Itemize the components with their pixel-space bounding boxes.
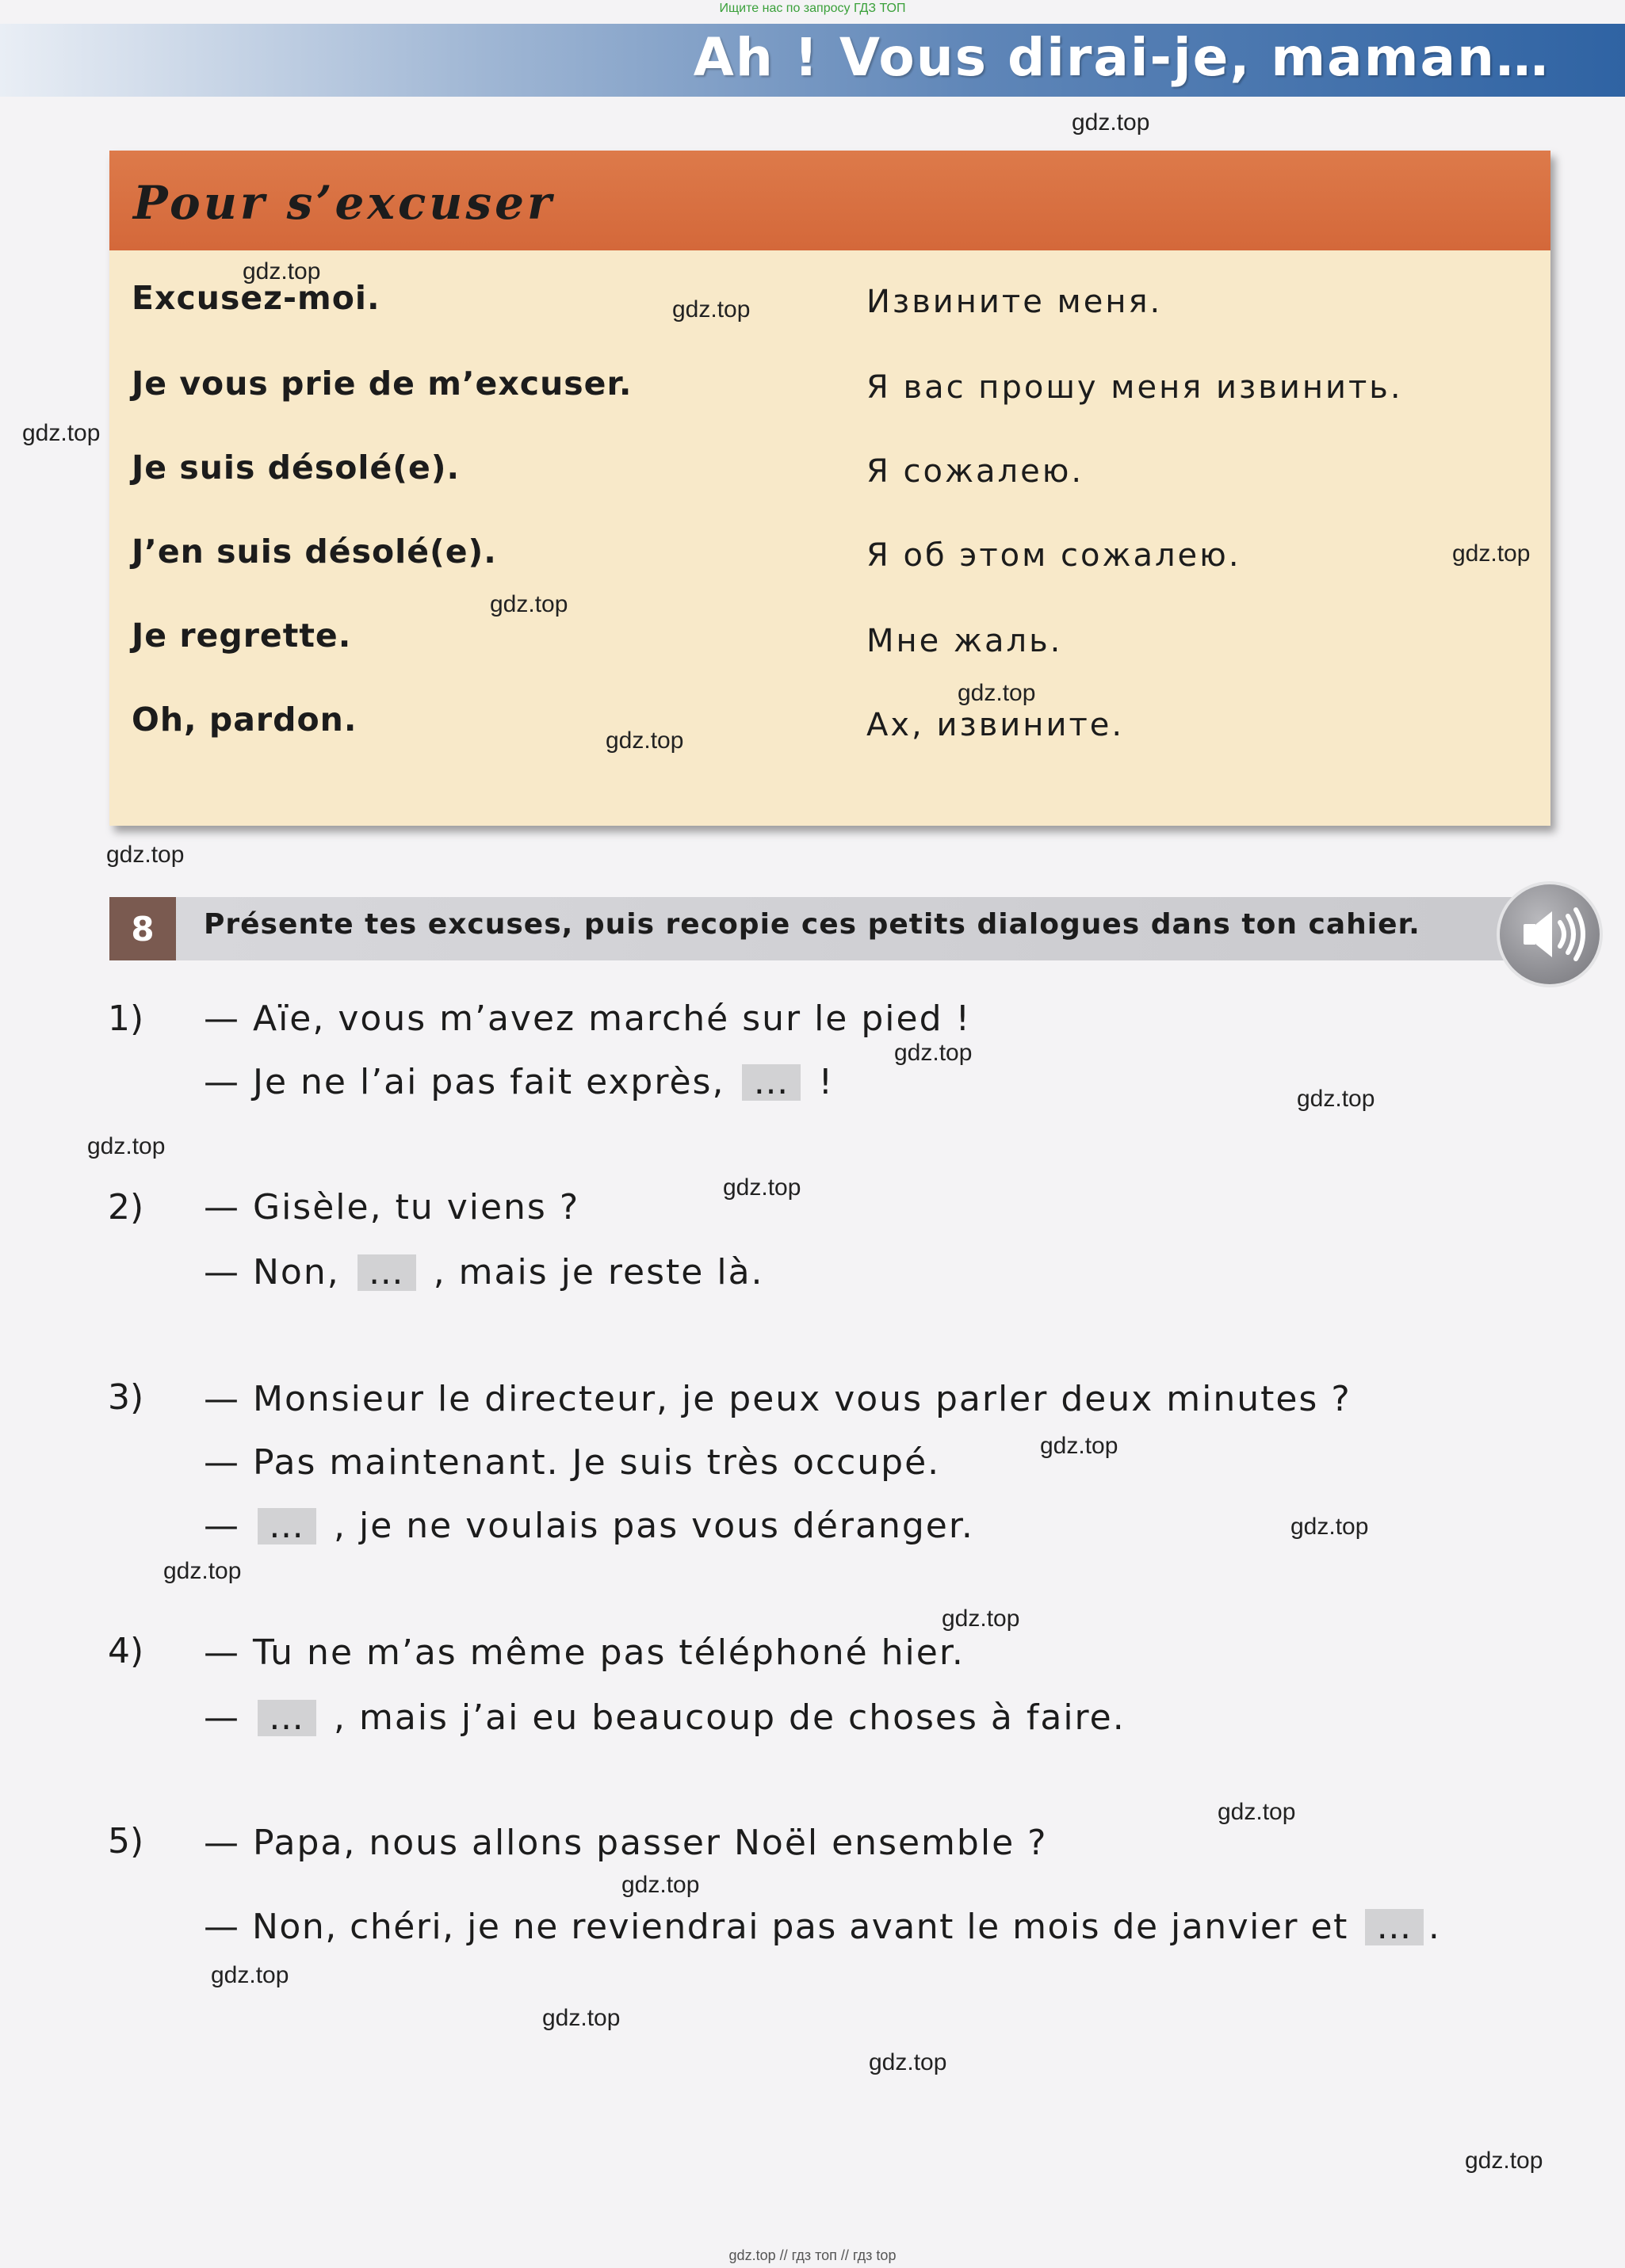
dialogue-line xyxy=(204,1823,1047,1863)
line-text: , je ne voulais pas vous déranger. xyxy=(334,1506,974,1546)
line-text: , mais je reste là. xyxy=(433,1252,764,1292)
line-text: — Je ne l’ai pas fait exprès, xyxy=(204,1062,725,1102)
phrase-fr: Je vous prie de m’excuser. xyxy=(132,365,633,403)
watermark: gdz.top xyxy=(942,1606,1020,1632)
line-text: — xyxy=(204,1506,240,1546)
dialogue-line xyxy=(204,1506,974,1546)
watermark: gdz.top xyxy=(606,727,684,754)
phrase-box-title: Pour s’excuser xyxy=(133,176,555,230)
line-text: — Monsieur le directeur, je peux vous parler deux minutes ? xyxy=(204,1379,1352,1419)
page-title: Ah ! Vous dirai-je, maman… xyxy=(693,27,1550,88)
watermark: gdz.top xyxy=(22,420,101,446)
phrase-box xyxy=(109,151,1550,826)
dialogue-number: 4) xyxy=(108,1631,144,1671)
exercise-instruction: Présente tes excuses, puis recopie ces petits dialogues dans ton cahier. xyxy=(204,908,1420,941)
line-text: — Papa, nous allons passer Noël ensemble ? xyxy=(204,1823,1048,1863)
line-text: — Aïe, vous m’avez marché sur le pied ! xyxy=(204,998,972,1039)
watermark: gdz.top xyxy=(1452,540,1531,567)
watermark: gdz.top xyxy=(621,1872,700,1898)
dialogue-line xyxy=(204,1442,940,1483)
dialogue-number: 3) xyxy=(108,1377,144,1418)
line-text: — Pas maintenant. Je suis très occupé. xyxy=(204,1442,941,1483)
dialogue-line xyxy=(204,1379,1352,1419)
audio-speaker-button[interactable] xyxy=(1500,884,1600,984)
watermark: gdz.top xyxy=(1297,1086,1375,1112)
dialogue-line xyxy=(204,1187,579,1228)
bottom-note: gdz.top // гдз топ // гдз top xyxy=(728,2247,897,2263)
line-text: ! xyxy=(818,1062,835,1102)
phrase-fr: Oh, pardon. xyxy=(132,701,358,739)
watermark: gdz.top xyxy=(894,1040,973,1066)
top-note: Ищите нас по запросу ГДЗ ТОП xyxy=(719,2,906,15)
line-text: — Tu ne m’as même pas téléphoné hier. xyxy=(204,1632,965,1673)
dialogue-line xyxy=(204,1062,834,1102)
speaker-icon xyxy=(1500,884,1600,984)
watermark: gdz.top xyxy=(1072,109,1150,136)
dialogue-number: 5) xyxy=(108,1821,144,1861)
phrase-ru: Извините меня. xyxy=(866,284,1163,320)
phrase-ru: Я сожалею. xyxy=(866,453,1084,490)
dialogue-line xyxy=(204,1697,1126,1738)
watermark: gdz.top xyxy=(163,1558,242,1584)
blank-placeholder: … xyxy=(1365,1909,1424,1945)
phrase-fr: Je suis désolé(e). xyxy=(132,449,461,487)
watermark: gdz.top xyxy=(1040,1433,1118,1459)
dialogue-number: 2) xyxy=(108,1187,144,1228)
watermark: gdz.top xyxy=(869,2049,947,2075)
phrase-ru: Я вас прошу меня извинить. xyxy=(866,369,1403,406)
watermark: gdz.top xyxy=(211,1962,289,1988)
watermark: gdz.top xyxy=(542,2005,621,2031)
watermark: gdz.top xyxy=(672,296,751,323)
blank-placeholder: … xyxy=(258,1700,316,1736)
line-text: — Non, chéri, je ne reviendrai pas avant le mois de janvier et xyxy=(204,1907,1348,1947)
blank-placeholder: … xyxy=(358,1254,416,1291)
blank-placeholder: … xyxy=(742,1064,801,1101)
line-text: — xyxy=(204,1697,240,1738)
watermark: gdz.top xyxy=(1290,1514,1369,1540)
phrase-ru: Мне жаль. xyxy=(866,623,1063,659)
watermark: gdz.top xyxy=(106,842,185,868)
phrase-ru: Ах, извините. xyxy=(866,707,1125,743)
dialogue-number: 1) xyxy=(108,998,144,1039)
phrase-ru: Я об этом сожалею. xyxy=(866,537,1241,574)
watermark: gdz.top xyxy=(723,1174,801,1201)
watermark: gdz.top xyxy=(490,591,568,617)
dialogue-line xyxy=(204,1907,1440,1947)
watermark: gdz.top xyxy=(958,680,1036,706)
dialogue-line xyxy=(204,1632,965,1673)
line-text: — Non, xyxy=(204,1252,340,1292)
phrase-fr: J’en suis désolé(e). xyxy=(132,533,497,571)
watermark: gdz.top xyxy=(243,258,321,284)
dialogue-line xyxy=(204,998,971,1039)
watermark: gdz.top xyxy=(87,1133,166,1159)
phrase-fr: Excusez-moi. xyxy=(132,279,380,317)
phrase-fr: Je regrette. xyxy=(132,617,352,655)
line-text: — Gisèle, tu viens ? xyxy=(204,1187,580,1228)
dialogue-line xyxy=(204,1252,764,1292)
line-text: , mais j’ai eu beaucoup de choses à faire. xyxy=(334,1697,1126,1738)
blank-placeholder: … xyxy=(258,1508,316,1544)
watermark: gdz.top xyxy=(1465,2148,1543,2174)
line-text: . xyxy=(1428,1907,1441,1947)
exercise-number: 8 xyxy=(109,897,176,960)
watermark: gdz.top xyxy=(1218,1799,1296,1825)
